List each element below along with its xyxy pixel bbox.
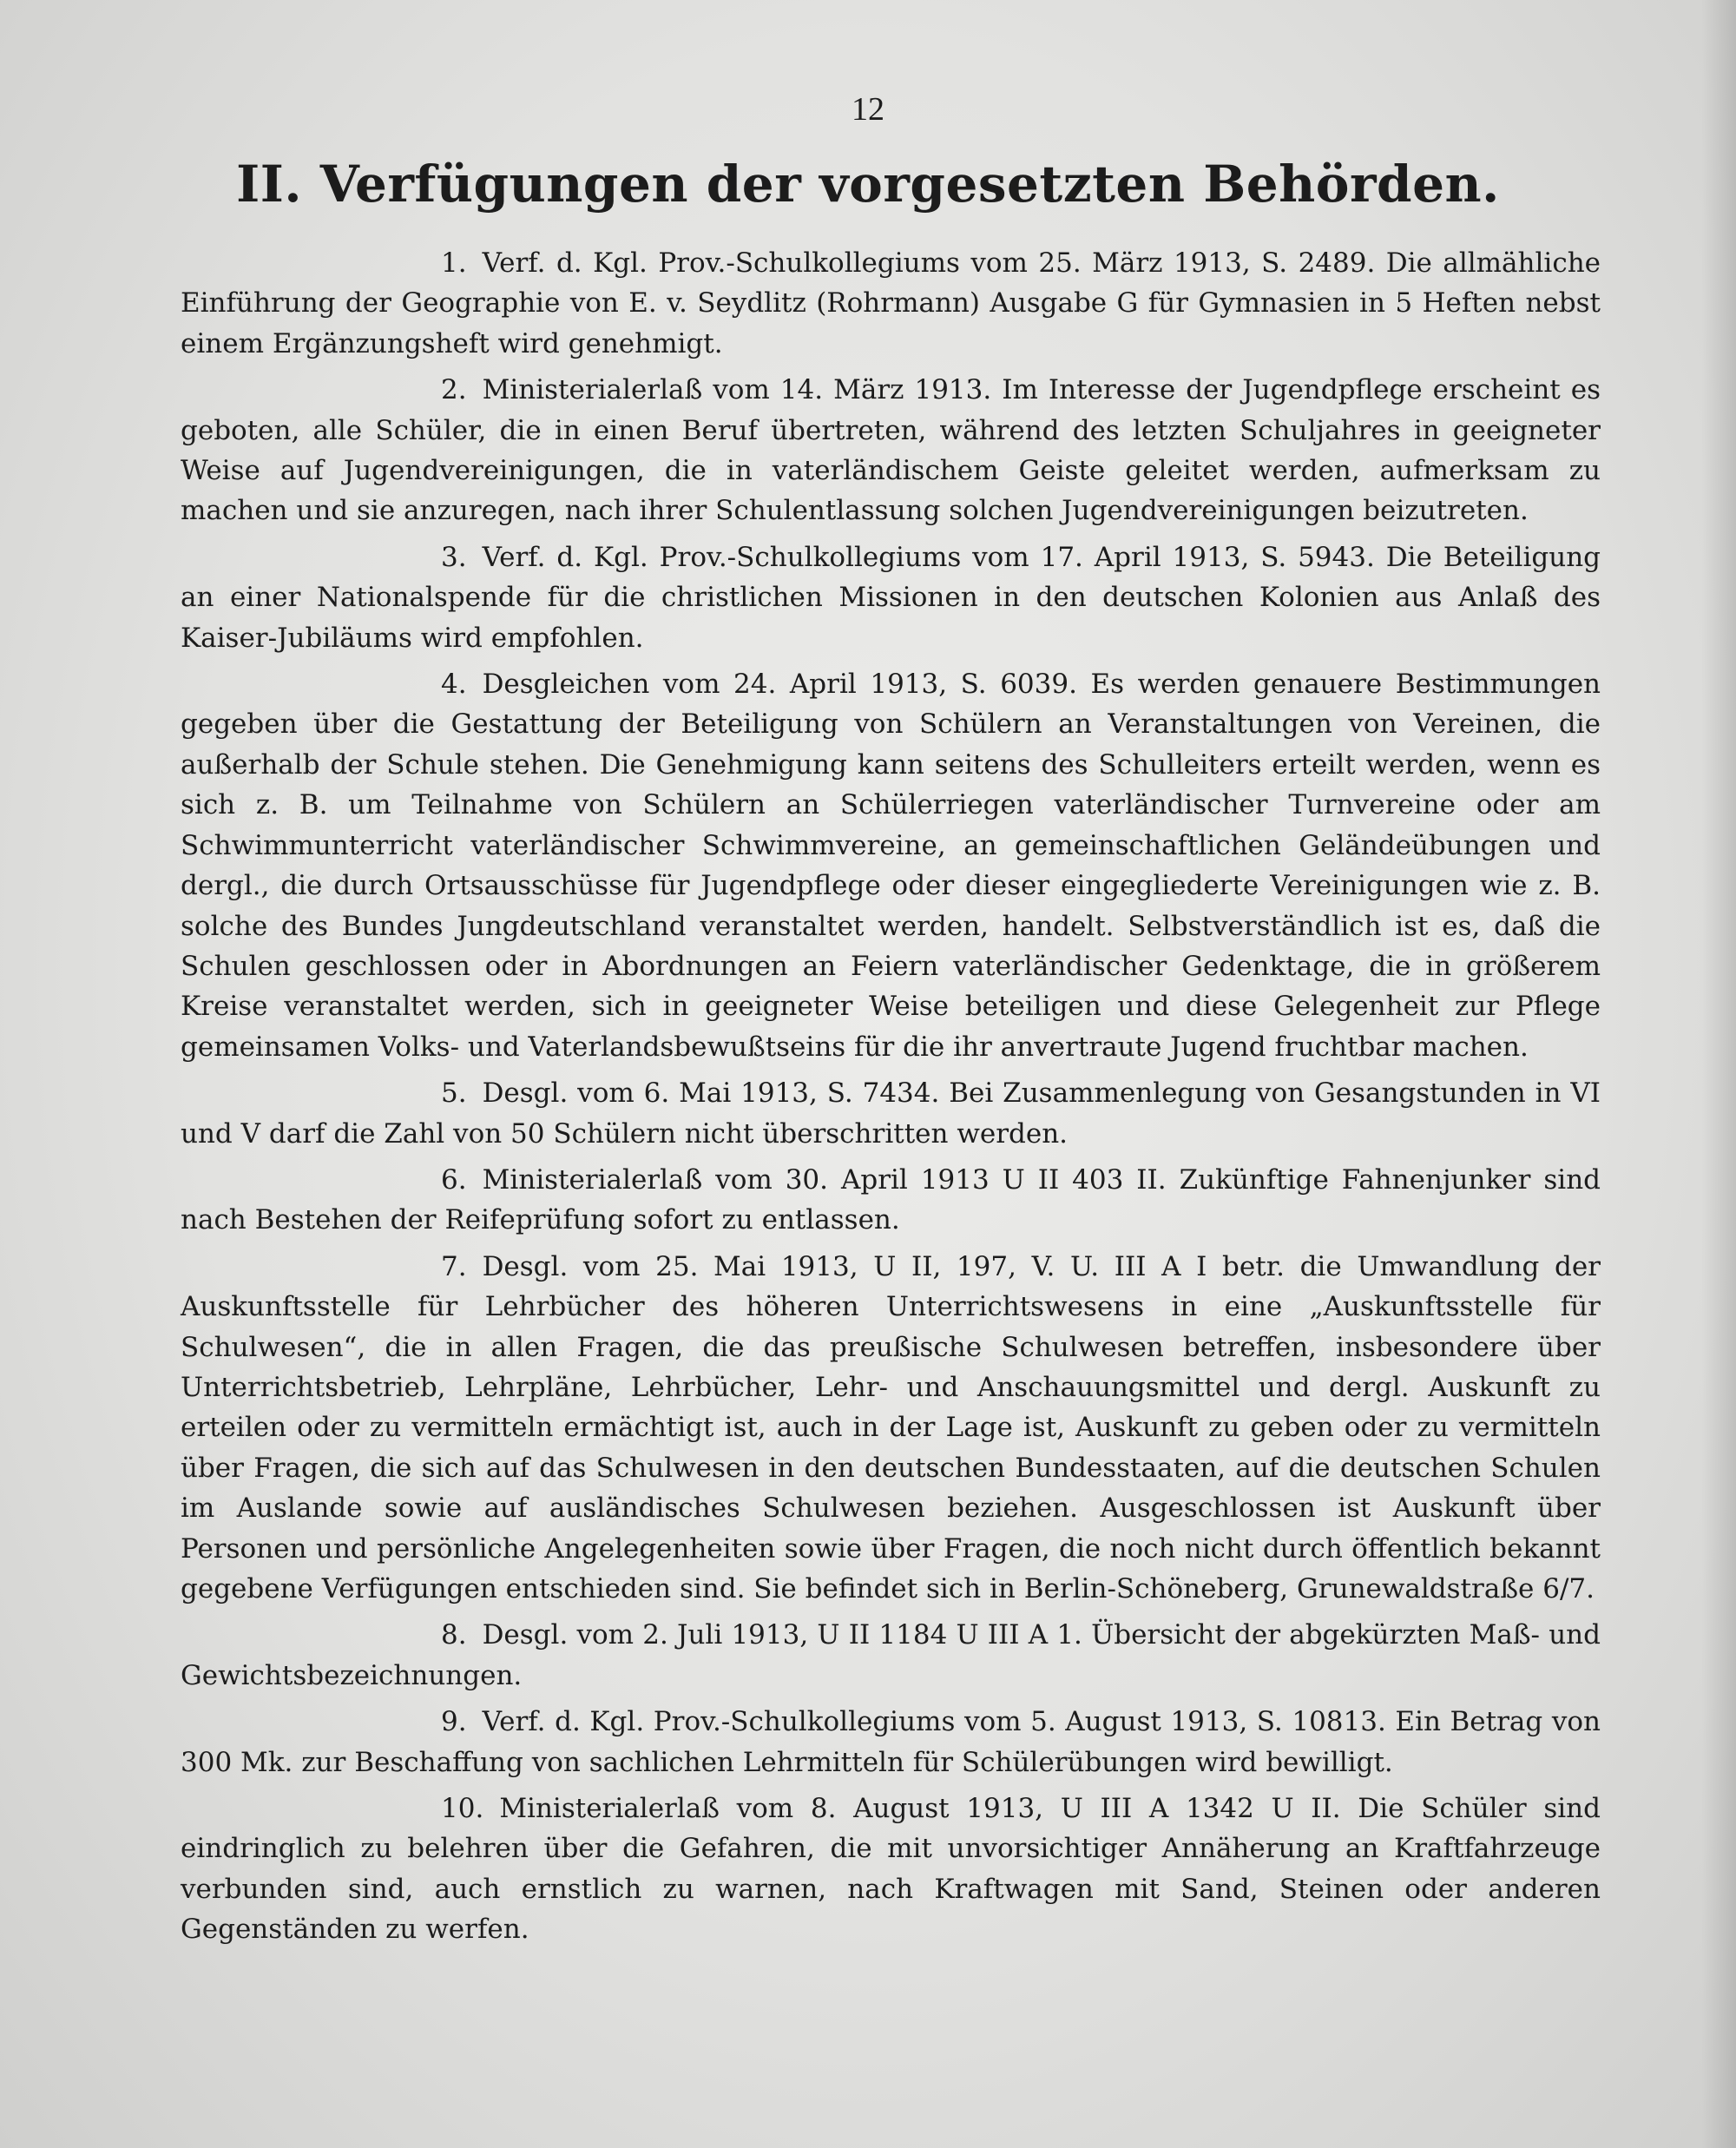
item-number: 7. <box>441 1250 467 1282</box>
decree-item-8 <box>181 1615 1601 1696</box>
item-text: Verf. d. Kgl. Prov.-Schulkollegiums vom 5. August 1913, S. 10813. Ein Betrag von 300 Mk. zur Beschaffung von sachlichen Lehrmitteln für Schülerübungen wird bewilligt. <box>181 1706 1601 1778</box>
decree-item-9 <box>181 1702 1601 1782</box>
item-number: 2. <box>441 374 467 406</box>
item-text: Ministerialerlaß vom 14. März 1913. Im Interesse der Jugendpflege erscheint es geboten, alle Schüler, die in einen Beruf übertreten, während des letzten Schuljahres in geeigneter Weise auf Jugendvereinigungen, die in vaterländischem Geiste geleitet werden, aufmerksam zu machen und sie anzuregen, nach ihrer Schulentlassung solchen Jugendvereinigungen beizutreten. <box>181 374 1601 527</box>
item-number: 3. <box>441 541 467 573</box>
item-number: 10. <box>441 1793 484 1825</box>
decree-item-7 <box>181 1247 1601 1610</box>
decree-item-4 <box>181 664 1601 1067</box>
item-number: 5. <box>441 1077 467 1110</box>
item-text: Desgleichen vom 24. April 1913, S. 6039. Es werden genauere Bestimmungen gegeben über die Gestattung der Beteiligung von Schülern an Veranstaltungen von Vereinen, die außerhalb der Schule stehen. Die Genehmigung kann seitens des Schulleiters erteilt werden, wenn es sich z. B. um Teilnahme von Schülern an Schülerriegen vaterländischer Turnvereine oder am Schwimmunterricht vaterländischer Schwimmvereine, an gemeinschaftlichen Geländeübungen und dergl., die durch Ortsausschüsse für Jugendpflege oder dieser eingegliederte Vereinigungen wie z. B. solche des Bundes Jungdeutschland veranstaltet werden, handelt. Selbstverständlich ist es, daß die Schulen geschlossen oder in Abordnungen an Feiern vaterländischer Gedenktage, die in größerem Kreise veranstaltet werden, sich in geeigneter Weise beteiligen und diese Gelegenheit zur Pflege gemeinsamen Volks- und Vaterlandsbewußtseins für die ihr anvertraute Jugend fruchtbar machen. <box>181 669 1601 1063</box>
decree-item-5 <box>181 1073 1601 1154</box>
item-number: 1. <box>441 247 467 279</box>
decree-item-2 <box>181 370 1601 531</box>
page-number: 12 <box>852 91 884 128</box>
decree-item-3 <box>181 537 1601 658</box>
item-number: 8. <box>441 1619 467 1651</box>
decree-item-1 <box>181 243 1601 364</box>
item-text: Desgl. vom 2. Juli 1913, U II 1184 U III A 1. Übersicht der abgekürzten Maß- und Gewichtsbezeichnungen. <box>181 1619 1601 1691</box>
item-number: 4. <box>441 669 467 701</box>
item-number: 6. <box>441 1163 467 1196</box>
item-text: Ministerialerlaß vom 30. April 1913 U II 403 II. Zukünftige Fahnenjunker sind nach Bestehen der Reifeprüfung sofort zu entlassen. <box>181 1163 1601 1236</box>
document-body <box>181 243 1601 1956</box>
item-number: 9. <box>441 1706 467 1738</box>
section-heading: II. Verfügungen der vorgesetzten Behörden. <box>236 155 1500 214</box>
item-text: Desgl. vom 25. Mai 1913, U II, 197, V. U. III A I betr. die Umwandlung der Auskunftsstelle für Lehrbücher des höheren Unterrichtswesens in eine „Auskunftsstelle für Schulwesen“, die in allen Fragen, die das preußische Schulwesen betreffen, insbesondere über Unterrichtsbetrieb, Lehrpläne, Lehrbücher, Lehr- und Anschauungsmittel und dergl. Auskunft zu erteilen oder zu vermitteln ermächtigt ist, auch in der Lage ist, Auskunft zu geben oder zu vermitteln über Fragen, die sich auf das Schulwesen in den deutschen Bundesstaaten, auf die deutschen Schulen im Auslande sowie auf ausländisches Schulwesen beziehen. Ausgeschlossen ist Auskunft über Personen und persönliche Angelegenheiten sowie über Fragen, die noch nicht durch öffentlich bekannt gegebene Verfügungen entschieden sind. Sie befindet sich in Berlin-Schöneberg, Grunewaldstraße 6/7. <box>181 1250 1601 1604</box>
item-text: Verf. d. Kgl. Prov.-Schulkollegiums vom 25. März 1913, S. 2489. Die allmähliche Einführung der Geographie von E. v. Seydlitz (Rohrmann) Ausgabe G für Gymnasien in 5 Heften nebst einem Ergänzungsheft wird genehmigt. <box>181 247 1601 359</box>
item-text: Ministerialerlaß vom 8. August 1913, U III A 1342 U II. Die Schüler sind eindringlich zu belehren über die Gefahren, die mit unvorsichtiger Annäherung an Kraftfahrzeuge verbunden sind, auch ernstlich zu warnen, nach Kraftwagen mit Sand, Steinen oder anderen Gegenständen zu werfen. <box>181 1793 1601 1946</box>
page-edge-shadow <box>1701 0 1736 2148</box>
item-text: Verf. d. Kgl. Prov.-Schulkollegiums vom 17. April 1913, S. 5943. Die Beteiligung an einer Nationalspende für die christlichen Missionen in den deutschen Kolonien aus Anlaß des Kaiser-Jubiläums wird empfohlen. <box>181 541 1601 654</box>
decree-item-6 <box>181 1160 1601 1241</box>
decree-item-10 <box>181 1789 1601 1950</box>
item-text: Desgl. vom 6. Mai 1913, S. 7434. Bei Zusammenlegung von Gesangstunden in VI und V darf die Zahl von 50 Schülern nicht überschritten werden. <box>181 1077 1601 1150</box>
